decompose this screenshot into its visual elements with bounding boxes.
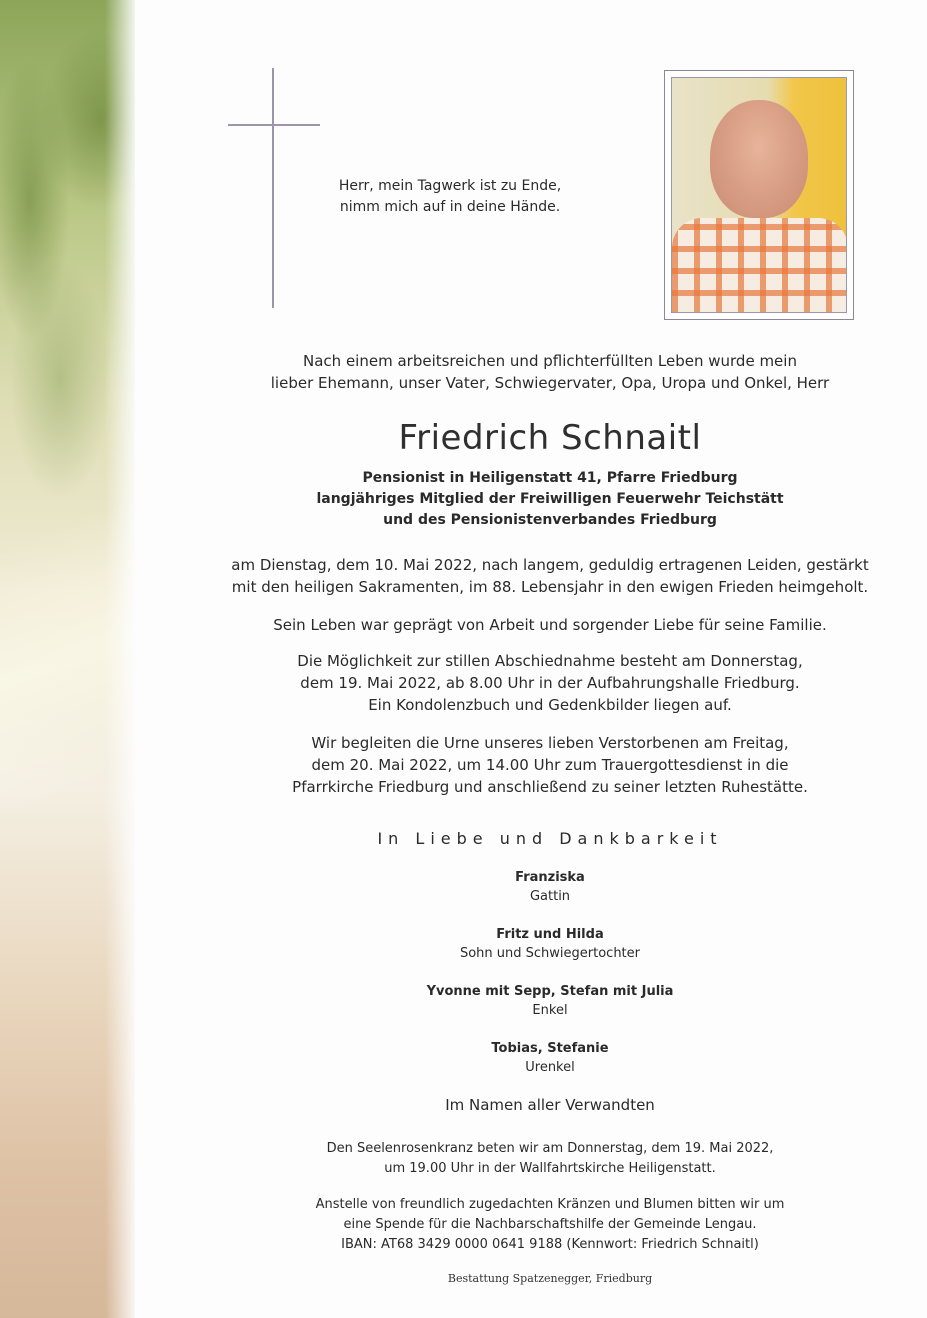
deceased-name: Friedrich Schnaitl: [398, 418, 702, 458]
relative-names: Franziska: [515, 870, 585, 885]
relative-relation: Urenkel: [525, 1060, 575, 1075]
thanks-heading: In Liebe und Dankbarkeit: [377, 829, 723, 848]
relative-entry: [190, 1039, 910, 1077]
portrait-shirt: [672, 218, 847, 313]
deceased-details: [190, 468, 910, 531]
relative-entry: [190, 982, 910, 1020]
funeral-info: [190, 732, 910, 798]
death-line: mit den heiligen Sakramenten, im 88. Lebensjahr in den ewigen Frieden heimgeholt.: [231, 578, 869, 596]
detail-line: und des Pensionistenverbandes Friedburg: [383, 512, 717, 528]
relative-names: Tobias, Stefanie: [491, 1041, 609, 1056]
farewell-line: Die Möglichkeit zur stillen Abschiednahme besteht am Donnerstag,: [297, 652, 803, 670]
portrait-frame: [664, 70, 854, 320]
relative-entry: [190, 925, 910, 963]
funeral-line: dem 20. Mai 2022, um 14.00 Uhr zum Trauergottesdienst in die: [311, 756, 789, 774]
portrait-face: [710, 100, 808, 218]
relative-relation: Sohn und Schwiegertochter: [459, 946, 641, 961]
life-line: Sein Leben war geprägt von Arbeit und sorgender Liebe für seine Familie.: [273, 616, 827, 634]
funeral-line: Wir begleiten die Urne unseres lieben Verstorbenen am Freitag,: [311, 734, 789, 752]
death-line: am Dienstag, dem 10. Mai 2022, nach langem, geduldig ertragenen Leiden, gestärkt: [231, 556, 869, 574]
relative-relation: Gattin: [529, 889, 571, 904]
funeral-line: Pfarrkirche Friedburg und anschließend zu seiner letzten Ruhestätte.: [292, 778, 808, 796]
portrait-photo: [671, 77, 847, 313]
intro-line: lieber Ehemann, unser Vater, Schwiegervater, Opa, Uropa und Onkel, Herr: [270, 374, 830, 392]
iban-line: IBAN: AT68 3429 0000 0641 9188 (Kennwort: Friedrich Schnaitl): [341, 1237, 759, 1252]
donation-info: [190, 1195, 910, 1255]
donation-line: Anstelle von freundlich zugedachten Kränzen und Blumen bitten wir um: [315, 1197, 785, 1212]
relative-names: Yvonne mit Sepp, Stefan mit Julia: [426, 984, 674, 999]
rosary-line: um 19.00 Uhr in der Wallfahrtskirche Heiligenstatt.: [384, 1161, 716, 1176]
cross-icon-bar: [228, 124, 320, 126]
verse-line: Herr, mein Tagwerk ist zu Ende,: [338, 178, 562, 194]
detail-line: Pensionist in Heiligenstatt 41, Pfarre Friedburg: [362, 470, 738, 486]
relative-names: Fritz und Hilda: [496, 927, 604, 942]
farewell-line: Ein Kondolenzbuch und Gedenkbilder liegen auf.: [368, 696, 732, 714]
bible-verse: [240, 176, 660, 218]
rosary-info: [190, 1139, 910, 1179]
verse-line: nimm mich auf in deine Hände.: [339, 199, 561, 215]
funeral-home-footer: Bestattung Spatzenegger, Friedburg: [447, 1272, 653, 1285]
rosary-line: Den Seelenrosenkranz beten wir am Donnerstag, dem 19. Mai 2022,: [326, 1141, 774, 1156]
donation-line: eine Spende für die Nachbarschaftshilfe der Gemeinde Lengau.: [343, 1217, 757, 1232]
all-relatives-line: Im Namen aller Verwandten: [445, 1096, 655, 1114]
relative-entry: [190, 868, 910, 906]
life-summary: [190, 614, 910, 636]
intro-line: Nach einem arbeitsreichen und pflichterfüllten Leben wurde mein: [303, 352, 797, 370]
forest-decoration-strip: [0, 0, 135, 1318]
detail-line: langjähriges Mitglied der Freiwilligen Feuerwehr Teichstätt: [316, 491, 784, 507]
farewell-line: dem 19. Mai 2022, ab 8.00 Uhr in der Aufbahrungshalle Friedburg.: [300, 674, 800, 692]
intro-text: [190, 350, 910, 394]
relative-relation: Enkel: [532, 1003, 568, 1018]
farewell-info: [190, 650, 910, 716]
death-notice: [190, 554, 910, 598]
